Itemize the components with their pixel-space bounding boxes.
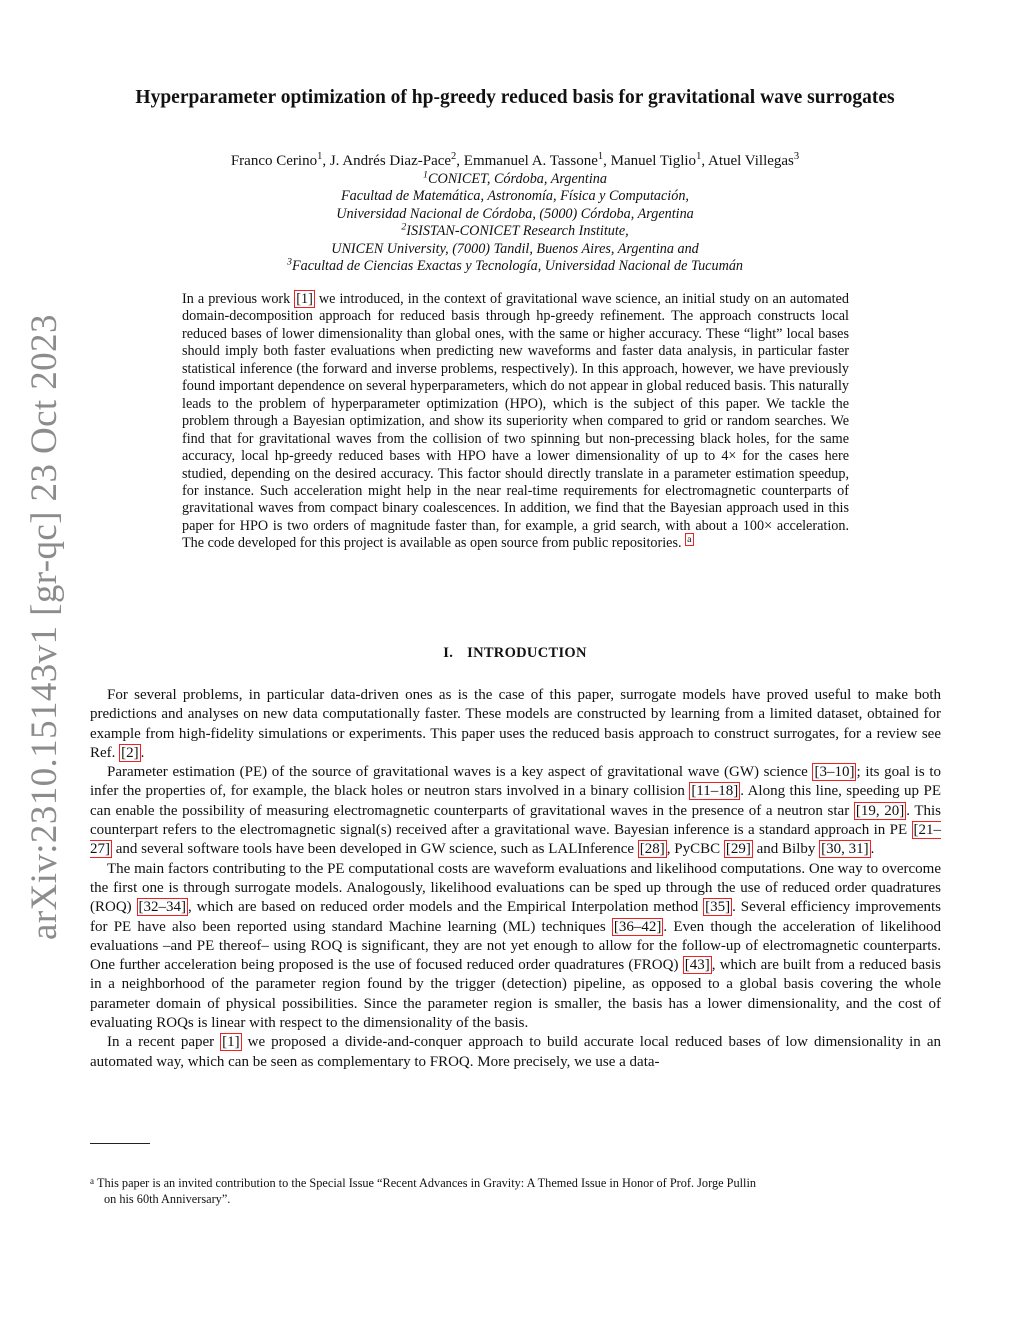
citation-link[interactable]: [3–10] <box>814 764 855 781</box>
section-heading: I. INTRODUCTION <box>443 645 587 661</box>
affiliations <box>90 171 940 275</box>
citation-link[interactable]: [36–42] <box>613 918 662 935</box>
footnote: $^a$ This paper is an invited contribution to the Special Issue “Recent Advances in Gravity: A Themed Issue in Honor of Prof. Jorge Pullin on his 60th Anniversary”. <box>90 1176 757 1206</box>
footnote-divider <box>90 1143 150 1144</box>
paragraph: The main factors contributing to the PE computational costs are waveform evaluations and likelihood computations. One way to overcome the first one is through surrogate models. Analogously, likelihood evaluations can be sped up through the use of reduced order quadratures (ROQ) [32–34] , which are based on reduced order models and the Empirical Interpolation method [35] . Several efficiency improvements for PE have also been reported using standard Machine learning (ML) techniques [36–42] . Even though the acceleration of likelihood evaluations –and PE thereof– using ROQ is significant, they are not yet enough to allow for the follow-up of electromagnetic counterparts. One further acceleration being proposed is the use of focused reduced order quadratures (FROQ) [43] , which are built from a reduced basis in a neighborhood of the parameter region found by the trigger (detection) pipeline, as opposed to a global basis covering the whole parameter domain of physical possibilities. Since the parameter region is smaller, the basis has a lower dimensionality, and the cost of evaluating ROQs is linear with respect to the dimensionality of the basis. <box>90 860 941 1032</box>
affiliation-line: $^2$ISISTAN-CONICET Research Institute, <box>401 221 629 240</box>
affiliation-line: UNICEN University, (7000) Tandil, Buenos Aires, Argentina and <box>331 240 699 257</box>
affiliation-line: Facultad de Matemática, Astronomía, Física y Computación, <box>341 188 689 205</box>
affiliation-line: $^3$Facultad de Ciencias Exactas y Tecnología, Universidad Nacional de Tucumán <box>286 256 744 275</box>
citation-link[interactable]: [2] <box>121 744 139 761</box>
citation-link[interactable]: [30, 31] <box>821 841 869 858</box>
paragraph: In a recent paper [1] we proposed a divide-and-conquer approach to build accurate local reduced bases of low dimensionality in an automated way, which can be seen as complementary to FROQ. More precisely, we use a data- <box>90 1034 941 1070</box>
arxiv-identifier: arXiv:2310.15143v1 [gr-qc] 23 Oct 2023 <box>24 314 65 940</box>
abstract: In a previous work [1] we introduced, in the context of gravitational wave science, an initial study on an automated domain-decomposition approach for reduced basis through hp-greedy refinement. The approach constructs local reduced bases of lower dimensionality than global ones, with the same or higher accuracy. These “light” local bases should imply both faster evaluations when predicting new waveforms and faster data analysis, in particular faster statistical inference (the forward and inverse problems, respectively). In this approach, however, we have previously found important dependence on several hyperparameters, which do not appear in global reduced basis. This naturally leads to the problem of hyperparameter optimization (HPO), which is the subject of this paper. We tackle the problem through a Bayesian optimization, and show its superiority when compared to grid or random searches. We find that for gravitational waves from the collision of two spinning but non-precessing black holes, for the same accuracy, local hp-greedy reduced bases with HPO have a lower dimensionality of up to 4× for the cases here studied, depending on the desired accuracy. This factor should directly translate in a parameter estimation speedup, for instance. Such acceleration might help in the near real-time requirements for electromagnetic counterparts of gravitational waves from compact binary coalescences. In addition, we find that the Bayesian approach used in this paper for HPO is two orders of magnitude faster than, for example, a grid search, with about a 100× acceleration. The code developed for this project is available as open source from public repositories. $^a$ <box>182 291 849 552</box>
author-name: Atuel Villegas <box>708 153 794 169</box>
affiliation-line: Universidad Nacional de Córdoba, (5000) Córdoba, Argentina <box>336 205 694 222</box>
author-name: Emmanuel A. Tassone <box>463 153 598 169</box>
citation-link[interactable]: [29] <box>725 841 751 858</box>
citation-link[interactable]: [21–27] <box>90 822 941 858</box>
citation-link[interactable]: [1] <box>222 1034 240 1051</box>
introduction-text <box>90 686 941 1072</box>
citation-link[interactable]: [1] <box>296 291 313 307</box>
citation-link[interactable]: [32–34] <box>138 899 187 916</box>
paragraph: For several problems, in particular data-driven ones as is the case of this paper, surrogate models have proved useful to make both predictions and analyses on new data computationally faster. These models are constructed by learning from a limited dataset, obtained for example from high-fidelity simulations or experiments. This paper uses the reduced basis approach to construct surrogates, for a review see Ref. [2] . <box>90 687 941 761</box>
author-name: J. Andrés Diaz-Pace <box>329 153 452 169</box>
citation-link[interactable]: [43] <box>684 957 710 974</box>
citation-link[interactable]: [35] <box>705 899 731 916</box>
author-name: Manuel Tiglio <box>610 153 697 169</box>
paragraph: Parameter estimation (PE) of the source of gravitational waves is a key aspect of gravitational wave (GW) science [3–10] ; its goal is to infer the properties of, for example, the black holes or neutron stars involved in a binary collision [11–18] . Along this line, speeding up PE can enable the possibility of measuring electromagnetic counterparts of gravitational waves in the presence of a neutron star [19, 20] . This counterpart refers to the electromagnetic signal(s) received after a gravitational wave. Bayesian inference is a standard approach in PE [21–27] and several software tools have been developed in GW science, such as LALInference [28] , PyCBC [29] and Bilby [30, 31] . <box>90 764 942 858</box>
footnote-link[interactable]: a <box>687 533 692 545</box>
author-name: Franco Cerino <box>230 153 318 169</box>
citation-link[interactable]: [28] <box>639 841 665 858</box>
affiliation-line: $^1$CONICET, Córdoba, Argentina <box>423 169 607 187</box>
paper-title: Hyperparameter optimization of hp-greedy reduced basis for gravitational wave surrogates <box>135 87 895 108</box>
citation-link[interactable]: [11–18] <box>691 783 739 800</box>
citation-link[interactable]: [19, 20] <box>855 802 905 819</box>
author-list: Franco Cerino$^1$, J. Andrés Diaz-Pace$^2$, Emmanuel A. Tassone$^1$, Manuel Tiglio$^1$, Atuel Villegas$^3$ <box>230 151 800 169</box>
